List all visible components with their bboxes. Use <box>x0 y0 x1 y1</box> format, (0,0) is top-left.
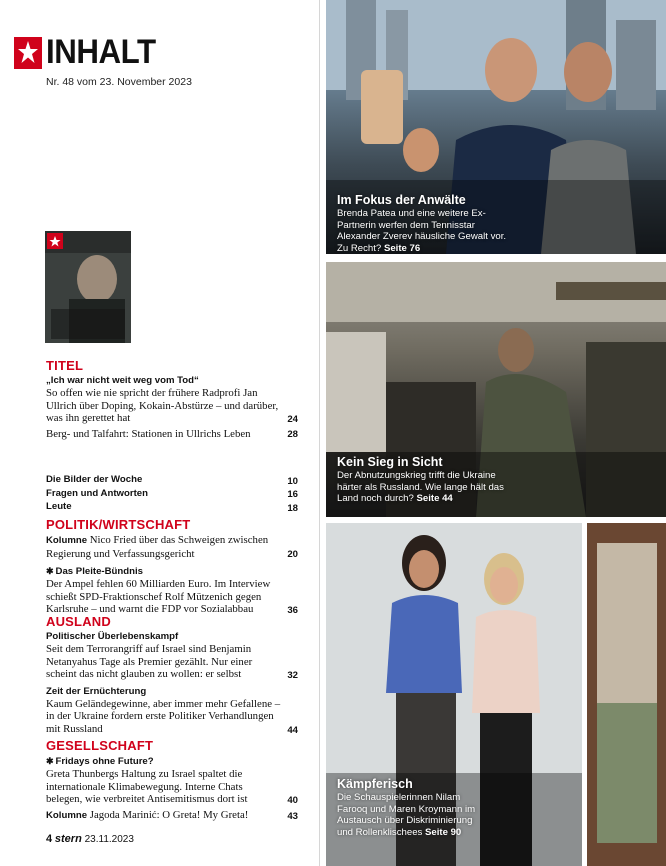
star-icon: ✱ <box>46 756 54 766</box>
toc-body: Kaum Geländegewinne, aber immer mehr Gefallene – in der Ukraine fordern erste Politiker Verhandlungen mit Russland <box>46 697 281 735</box>
toc-entry[interactable] <box>46 428 298 441</box>
toc-page-number: 44 <box>287 724 298 736</box>
toc-entry[interactable] <box>46 578 298 616</box>
section-heading-gesellschaft: GESELLSCHAFT <box>46 738 154 753</box>
cover-image <box>45 231 131 343</box>
toc-kicker: „Ich war nicht weit weg vom Tod“ <box>46 375 199 386</box>
toc-body: Greta Thunbergs Haltung zu Israel spaltet die internationale Klimabewegung. Interne Chats belegen, wie verbreitet Antisemitismus dort ist <box>46 768 248 806</box>
brand-name: stern <box>54 833 82 845</box>
stern-logo-icon <box>14 37 42 69</box>
toc-page-number: 18 <box>287 502 298 514</box>
photo-caption <box>337 777 477 838</box>
caption-text: Der Abnutzungskrieg trifft die Ukraine härter als Russland. Wie lange hält das Land noch durch? Seite 44 <box>337 470 504 505</box>
toc-entry[interactable] <box>46 474 298 487</box>
section-heading-ausland: AUSLAND <box>46 614 111 629</box>
toc-page-number: 20 <box>287 549 298 561</box>
toc-entry[interactable] <box>46 768 298 806</box>
caption-title: Kämpferisch <box>337 777 413 791</box>
toc-page-number: 16 <box>287 489 298 500</box>
toc-section-politik <box>46 517 298 616</box>
photo-caption <box>337 455 517 505</box>
toc-label: Fragen und Antworten <box>46 487 148 499</box>
toc-page-number: 36 <box>287 604 298 616</box>
section-heading-politik: POLITIK/WIRTSCHAFT <box>46 517 191 532</box>
toc-entry[interactable] <box>46 387 298 425</box>
page-footer <box>46 833 134 845</box>
toc-entry[interactable] <box>46 643 298 681</box>
toc-body: Berg- und Talfahrt: Stationen in Ullrichs Leben <box>46 427 251 440</box>
toc-page-number: 40 <box>287 794 298 806</box>
toc-page-number: 43 <box>287 811 298 823</box>
toc-body: Der Ampel fehlen 60 Milliarden Euro. Im Interview schießt SPD-Fraktionschef Rolf Mützenich gegen Karlsruhe – und warnt die FDP vor Sozialabbau <box>46 578 271 616</box>
footer-date: 23.11.2023 <box>84 834 134 845</box>
toc-page-number: 10 <box>287 475 298 487</box>
toc-label: Die Bilder der Woche <box>46 474 143 485</box>
toc-section-ausland <box>46 614 298 736</box>
caption-title: Kein Sieg in Sicht <box>337 455 443 469</box>
toc-page-number: 28 <box>287 429 298 441</box>
toc-kicker: ✱ Fridays ohne Future? <box>46 756 154 767</box>
section-heading-titel: TITEL <box>46 358 84 373</box>
toc-page-number: 32 <box>287 669 298 681</box>
caption-text: Die Schauspielerinnen Nilam Farooq und Maren Kroymann im Austausch über Diskriminierung und Rollenklischees Seite 90 <box>337 792 476 838</box>
toc-entry[interactable] <box>46 534 298 560</box>
toc-page-number: 24 <box>287 413 298 425</box>
toc-kicker: ✱ Das Pleite-Bündnis <box>46 566 143 578</box>
photo-image <box>587 523 666 866</box>
photo-window-side <box>587 523 666 866</box>
kolumne-label: Kolumne <box>46 809 88 821</box>
toc-label: Leute <box>46 501 72 512</box>
toc-entry[interactable] <box>46 501 298 514</box>
toc-section-titel <box>46 358 298 440</box>
cover-thumbnail[interactable] <box>45 231 131 343</box>
issue-date: Nr. 48 vom 23. November 2023 <box>46 76 192 88</box>
toc-body: So offen wie nie spricht der frühere Radprofi Jan Ullrich über Doping, Kokain-Abstürze – und darüber, was ihn gerettet hat <box>46 387 279 425</box>
caption-title: Im Fokus der Anwälte <box>337 193 466 207</box>
kolumne-label: Kolumne <box>46 535 88 546</box>
toc-body: Nico Fried über das Schweigen zwischen Regierung und Verfassungsgericht <box>46 534 269 560</box>
toc-entry[interactable] <box>46 698 298 736</box>
toc-body: Jagoda Marinić: O Greta! My Greta! <box>87 808 249 821</box>
toc-entry[interactable] <box>46 488 298 501</box>
toc-kicker: Zeit der Ernüchterung <box>46 685 147 697</box>
toc-section-gesellschaft <box>46 738 298 822</box>
column-divider <box>319 0 320 866</box>
photo-caption <box>337 193 517 254</box>
toc-entry[interactable] <box>46 809 298 823</box>
page-number: 4 <box>46 833 53 845</box>
star-icon: ✱ <box>46 566 54 577</box>
toc-misc <box>46 474 298 514</box>
caption-text: Brenda Patea und eine weitere Ex-Partnerin werfen dem Tennisstar Alexander Zverev häusliche Gewalt vor. Zu Recht? Seite 76 <box>337 208 507 254</box>
toc-kicker: Politischer Überlebenskampf <box>46 631 179 642</box>
page-title: INHALT <box>46 33 156 71</box>
toc-body: Seit dem Terrorangriff auf Israel sind Benjamin Netanyahus Tage als Premier gezählt. Nur einer scheint das nicht glauben zu wollen: er selbst <box>46 643 253 681</box>
